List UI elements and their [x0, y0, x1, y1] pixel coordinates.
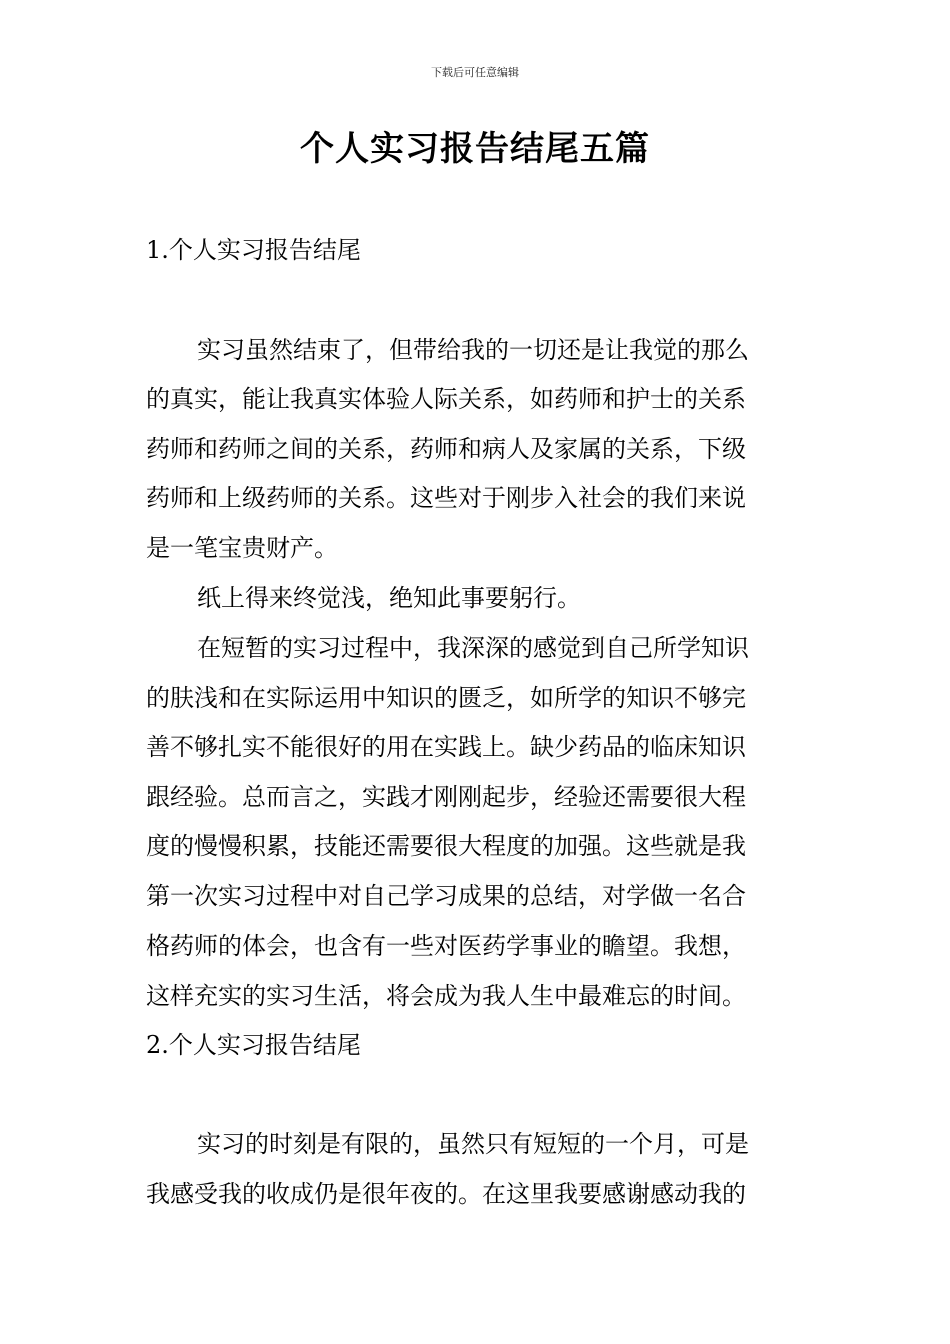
paragraph-line: 度的慢慢积累，技能还需要很大程度的加强。这些就是我	[146, 832, 746, 860]
paragraph-line: 在短暂的实习过程中，我深深的感觉到自己所学知识	[197, 634, 749, 662]
paragraph-line: 我感受我的收成仍是很年夜的。在这里我要感谢感动我的	[146, 1180, 746, 1208]
paragraph-line: 实习的时刻是有限的，虽然只有短短的一个月，可是	[197, 1130, 749, 1158]
paragraph-line: 善不够扎实不能很好的用在实践上。缺少药品的临床知识	[146, 733, 746, 761]
paragraph-line: 药师和药师之间的关系，药师和病人及家属的关系，下级	[146, 435, 746, 463]
paragraph-line: 纸上得来终觉浅，绝知此事要躬行。	[197, 584, 581, 612]
paragraph-line: 实习虽然结束了，但带给我的一切还是让我觉的那么	[197, 336, 749, 364]
section-heading: 2.个人实习报告结尾	[146, 1031, 361, 1059]
paragraph-line: 药师和上级药师的关系。这些对于刚步入社会的我们来说	[146, 484, 746, 512]
paragraph-line: 的肤浅和在实际运用中知识的匮乏，如所学的知识不够完	[146, 684, 746, 712]
section-heading: 1.个人实习报告结尾	[146, 236, 361, 264]
paragraph-line: 这样充实的实习生活，将会成为我人生中最难忘的时间。	[146, 982, 746, 1010]
document-title: 个人实习报告结尾五篇	[300, 129, 650, 169]
paragraph-line: 的真实，能让我真实体验人际关系，如药师和护士的关系	[146, 385, 746, 413]
header-note: 下载后可任意编辑	[431, 66, 519, 79]
paragraph-line: 是一笔宝贵财产。	[146, 534, 338, 562]
paragraph-line: 格药师的体会，也含有一些对医药学事业的瞻望。我想，	[146, 932, 746, 960]
paragraph-line: 第一次实习过程中对自己学习成果的总结，对学做一名合	[146, 882, 746, 910]
paragraph-line: 跟经验。总而言之，实践才刚刚起步，经验还需要很大程	[146, 783, 746, 811]
